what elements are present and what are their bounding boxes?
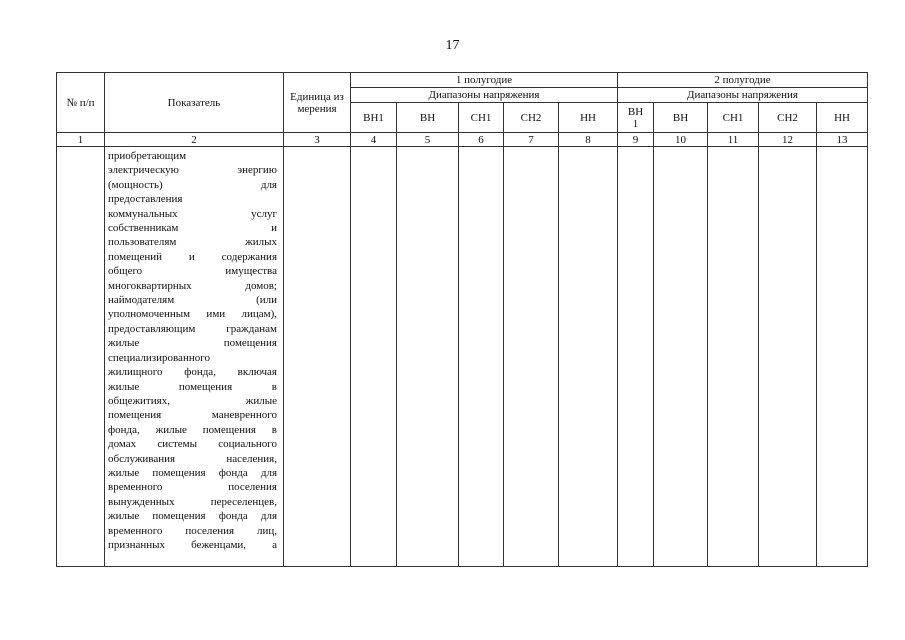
description-line: домах системы социального (108, 438, 277, 451)
description-line: помещения маневренного (108, 409, 277, 422)
description-line: вынужденных переселенцев, (108, 495, 277, 508)
half2-header: 2 полугодие (618, 73, 868, 88)
description-line: наймодателям (или (108, 294, 277, 307)
value-cell (459, 147, 504, 567)
half2-voltage-header: Диапазоны напряжения (618, 88, 868, 103)
value-cell (708, 147, 759, 567)
level-header: ВН1 (351, 103, 397, 133)
level-header: СН2 (504, 103, 559, 133)
description-line: жилые помещения в (108, 380, 277, 393)
level-header: СН1 (708, 103, 759, 133)
unit-cell (284, 147, 351, 567)
col-num-header: № п/п (57, 73, 105, 133)
row-number-cell (57, 147, 105, 567)
description-line: помещений и содержания (108, 250, 277, 263)
description-line: предоставляющим гражданам (108, 322, 277, 335)
description-line: пользователям жилых (108, 236, 277, 249)
column-number: 1 (57, 133, 105, 147)
description-line: жилые помещения (108, 337, 277, 350)
description-line: коммунальных услуг (108, 207, 277, 220)
tariff-table (56, 72, 868, 567)
description-line: обслуживания населения, (108, 452, 277, 465)
description-line: собственникам и (108, 222, 277, 235)
column-number: 9 (618, 133, 654, 147)
level-header: ВН (397, 103, 459, 133)
level-header: СН1 (459, 103, 504, 133)
column-number: 7 (504, 133, 559, 147)
column-number: 2 (105, 133, 284, 147)
description-line: общежитиях, жилые (108, 394, 277, 407)
value-cell (618, 147, 654, 567)
half1-header: 1 полугодие (351, 73, 618, 88)
level-header: НН (559, 103, 618, 133)
column-number: 12 (759, 133, 817, 147)
description-line: жилые помещения фонда для (108, 510, 277, 523)
description-line: признанных беженцами, а (108, 538, 277, 551)
indicator-description (105, 147, 284, 567)
value-cell (759, 147, 817, 567)
description-line: жилые помещения фонда для (108, 466, 277, 479)
column-number: 11 (708, 133, 759, 147)
column-number: 13 (817, 133, 868, 147)
description-line: электрическую энергию (108, 164, 277, 177)
value-cell (654, 147, 708, 567)
half1-voltage-header: Диапазоны напряжения (351, 88, 618, 103)
value-cell (817, 147, 868, 567)
description-line: уполномоченным ими лицам), (108, 308, 277, 321)
column-number: 3 (284, 133, 351, 147)
column-number: 6 (459, 133, 504, 147)
description-line: фонда, жилые помещения в (108, 423, 277, 436)
description-line: временного поселения (108, 481, 277, 494)
description-line: многоквартирных домов; (108, 279, 277, 292)
description-line: (мощность) для (108, 178, 277, 191)
description-line: предоставления (108, 193, 183, 206)
column-number: 8 (559, 133, 618, 147)
description-line: специализированного (108, 351, 210, 364)
value-cell (397, 147, 459, 567)
value-cell (504, 147, 559, 567)
value-cell (559, 147, 618, 567)
column-number: 5 (397, 133, 459, 147)
column-number: 10 (654, 133, 708, 147)
description-line: жилищного фонда, включая (108, 366, 277, 379)
page-number: 17 (445, 38, 460, 53)
level-header: ВН (654, 103, 708, 133)
description-line: общего имущества (108, 265, 277, 278)
description-line: временного поселения лиц, (108, 524, 277, 537)
level-header: ВН 1 (618, 103, 654, 133)
description-line: приобретающим (108, 150, 187, 162)
level-header: СН2 (759, 103, 817, 133)
value-cell (351, 147, 397, 567)
level-header: НН (817, 103, 868, 133)
col-indicator-header: Показатель (105, 73, 284, 133)
col-unit-header: Единица измерения (284, 73, 351, 133)
column-number: 4 (351, 133, 397, 147)
